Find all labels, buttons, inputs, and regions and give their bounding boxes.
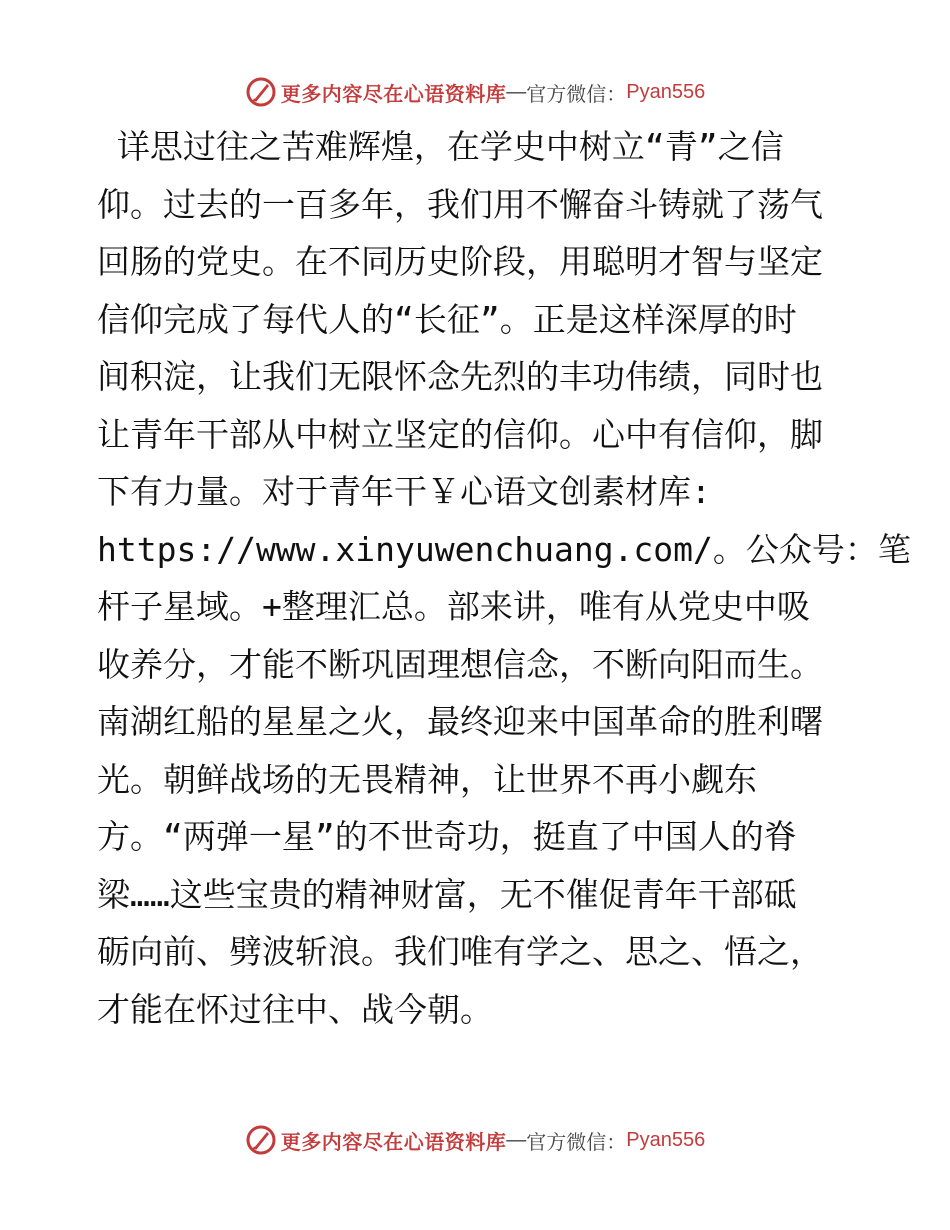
body-line: 杆子星域。+整理汇总。部来讲，唯有从党史中吸 — [97, 587, 810, 626]
body-line: 间积淀，让我们无限怀念先烈的丰功伟绩，同时也 — [97, 357, 823, 396]
body-line: 收养分，才能不断巩固理想信念，不断向阳而生。 — [97, 644, 823, 684]
body-line: 信仰完成了每代人的“长征”。正是这样深厚的时 — [97, 299, 797, 339]
body-line: 才能在怀过往中、战今朝。 — [97, 989, 493, 1029]
footer-watermark-inner — [245, 1124, 705, 1156]
header-watermark — [0, 72, 950, 112]
body-line: 让青年干部从中树立坚定的信仰。心中有信仰，脚 — [97, 414, 823, 454]
body-line-url: https://www.xinyuwenchuang.com/。公众号：笔 — [97, 529, 911, 569]
body-line: 详思过往之苦难辉煌，在学史中树立“青”之信 — [97, 127, 784, 166]
header-wechat-id: Pyan556 — [626, 80, 706, 103]
body-line: 光。朝鲜战场的无畏精神，让世界不再小觑东 — [97, 759, 757, 799]
header-title: 更多内容尽在心语资料库 — [280, 81, 507, 106]
body-line: 南湖红船的星星之火，最终迎来中国革命的胜利曙 — [97, 702, 823, 741]
quill-pen-logo-icon — [245, 1124, 277, 1156]
footer-separator: — — [506, 1128, 527, 1151]
body-line: 下有力量。对于青年干￥心语文创素材库: — [97, 472, 711, 511]
body-line: 砺向前、劈波斩浪。我们唯有学之、思之、悟之， — [97, 932, 823, 971]
header-wechat-label: 官方微信： — [526, 81, 627, 106]
body-line: 仰。过去的一百多年，我们用不懈奋斗铸就了荡气 — [97, 184, 823, 224]
footer-watermark — [0, 1120, 950, 1160]
footer-title: 更多内容尽在心语资料库 — [280, 1129, 507, 1154]
header-separator: — — [506, 80, 527, 103]
header-watermark-inner — [245, 76, 705, 108]
body-line: 方。“两弹一星”的不世奇功，挺直了中国人的脊 — [97, 817, 797, 856]
document-body — [97, 118, 911, 1038]
footer-wechat-id: Pyan556 — [626, 1128, 706, 1151]
body-line: 梁……这些宝贵的精神财富，无不催促青年干部砥 — [97, 874, 797, 914]
quill-pen-logo-icon — [245, 76, 277, 108]
body-line: 回肠的党史。在不同历史阶段，用聪明才智与坚定 — [97, 242, 823, 281]
footer-wechat-label: 官方微信： — [526, 1129, 627, 1154]
